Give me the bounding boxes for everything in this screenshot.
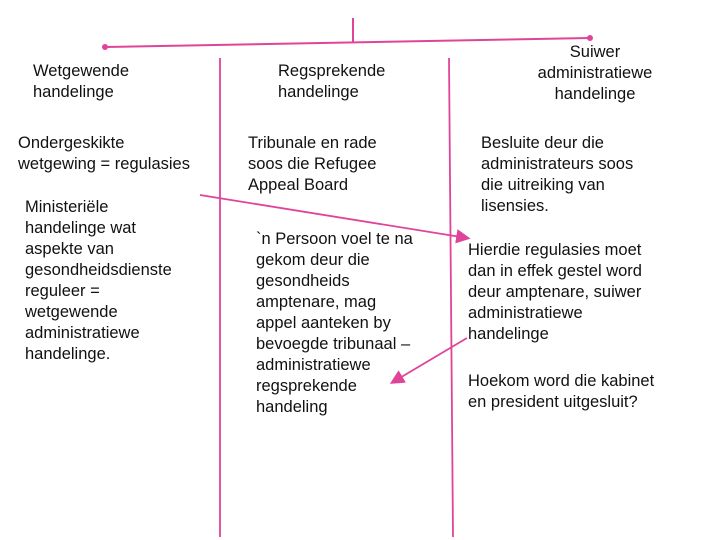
right-node — [587, 35, 593, 41]
left-node — [102, 44, 108, 50]
column-1-item-2: Ministeriële handelinge wat aspekte van gesondheidsdienste reguleer = wetgewende administratiewe handelinge. — [25, 198, 172, 363]
divider-right — [449, 58, 453, 537]
column-2-item-1: Tribunale en rade soos die Refugee Appeal Board — [248, 134, 377, 194]
column-3-item-3: Hoekom word die kabinet en president uitgesluit? — [468, 372, 655, 411]
column-1-heading: Wetgewende handelinge — [33, 62, 130, 101]
column-1-item-1: Ondergeskikte wetgewing = regulasies — [18, 134, 190, 173]
column-3-item-1: Besluite deur die administrateurs soos die uitreiking van lisensies. — [481, 134, 634, 215]
column-3-item-2: Hierdie regulasies moet dan in effek gestel word deur amptenare, suiwer administratiewe handelinge — [468, 241, 642, 343]
column-3-heading: Suiwer administratiewe handelinge — [537, 43, 653, 103]
column-2-item-2: `n Persoon voel te na gekom deur die gesondheids amptenare, mag appel aanteken by bevoegde tribunaal – administratiewe regsprekende handeling — [256, 230, 413, 416]
column-2-heading: Regsprekende handelinge — [278, 62, 386, 101]
